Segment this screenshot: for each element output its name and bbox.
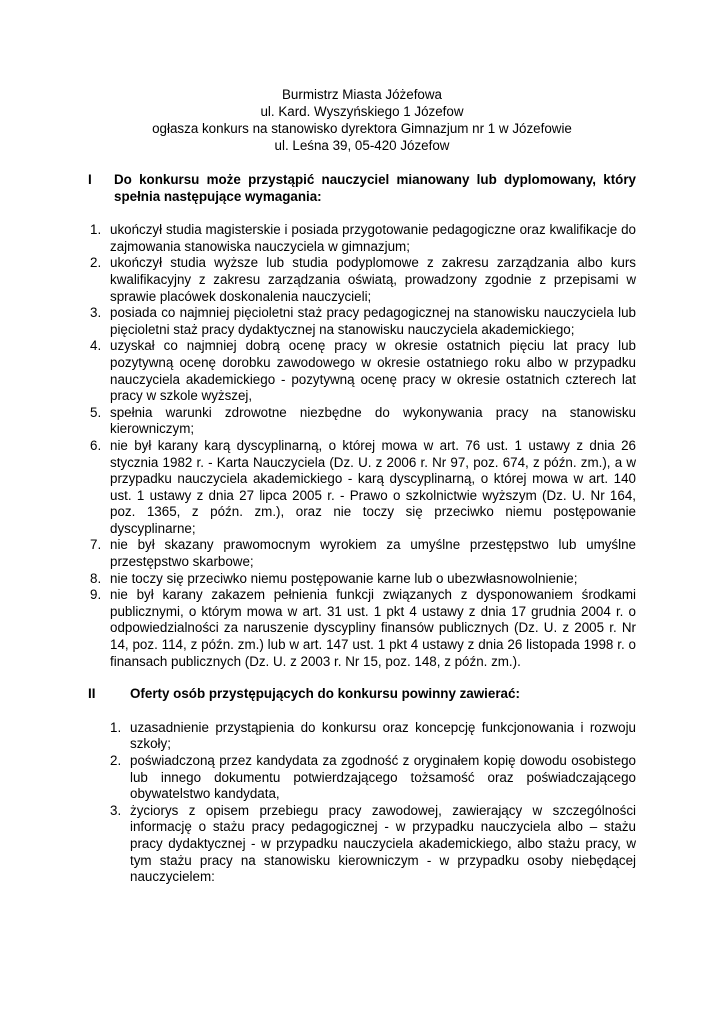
item-number: 2. [90,255,102,271]
item-number: 1. [110,719,122,735]
item-text: spełnia warunki zdrowotne niezbędne do wykonywania pracy na stanowisku kierowniczym; [110,404,636,437]
section-2-heading-text: Oferty osób przystępujących do konkursu powinny zawierać: [130,686,520,702]
item-text: nie był skazany prawomocnym wyrokiem za umyślne przestępstwo lub umyślne przestępstwo skarbowe; [110,537,636,570]
section-2-heading [88,686,636,703]
item-number: 8. [90,570,102,586]
list-item [88,405,636,438]
list-item [88,537,636,570]
list-item [88,255,636,305]
header-line-4: ul. Leśna 39, 05-420 Józefow [274,138,450,153]
item-number: 9. [90,587,102,603]
requirements-list [88,222,636,670]
list-item [108,753,636,803]
header-line-1: Burmistrz Miasta Jóżefowa [282,87,442,102]
list-item [88,338,636,404]
item-text: poświadczoną przez kandydata za zgodność z oryginałem kopię dowodu osobistego lub innego dokumentu potwierdzającego tożsamość oraz poświadczającego obywatelstwo kandydata, [130,753,636,802]
item-number: 7. [90,537,102,553]
item-number: 6. [90,437,102,453]
list-item [108,803,636,886]
item-text: uzyskał co najmniej dobrą ocenę pracy w okresie ostatnich pięciu lat pracy lub pozytywną ocenę dorobku zawodowego w okresie ostatniego roku albo w przypadku nauczyciela akademickiego - pozytywną ocenę pracy w okresie ostatnich czterech lat pracy w szkole wyższej, [110,338,636,404]
item-text: życiorys z opisem przebiegu pracy zawodowej, zawierający w szczególności informację o stażu pracy pedagogicznej - w przypadku nauczyciela albo – stażu pracy dydaktycznej - w przypadku nauczyciela akademickiego, albo stażu pracy, w tym stażu pracy na stanowisku kierowniczym - w przypadku osoby niebędącej nauczycielem: [130,802,636,885]
list-item [108,720,636,753]
item-number: 4. [90,338,102,354]
item-text: ukończył studia wyższe lub studia podyplomowe z zakresu zarządzania albo kurs kwalifikacyjny z zakresu zarządzania oświatą, prowadzony zgodnie z przepisami w sprawie placówek doskonalenia nauczycieli; [110,255,636,304]
list-item [88,305,636,338]
item-number: 3. [110,802,122,818]
offer-contents-list [108,720,636,886]
section-1-numeral: I [88,172,92,187]
header-line-2: ul. Kard. Wyszyńskiego 1 Józefow [260,104,464,119]
announcement-header [88,86,636,154]
item-text: posiada co najmniej pięcioletni staż pracy pedagogicznej na stanowisku nauczyciela lub pięcioletni staż pracy dydaktycznej na stanowisku nauczyciela akademickiego; [110,305,636,337]
item-number: 3. [90,305,102,321]
item-text: nie był karany karą dyscyplinarną, o której mowa w art. 76 ust. 1 ustawy z dnia 26 stycznia 1982 r. - Karta Nauczyciela (Dz. U. z 2006 r. Nr 97, poz. 674, z późn. zm.), a w przypadku nauczyciela akademickiego - karą dyscyplinarną, o której mowa w art. 140 ust. 1 ustawy z dnia 27 lipca 2005 r. - Prawo o szkolnictwie wyższym (Dz. U. Nr 164, poz. 1365, z późn. zm.), oraz nie toczy się przeciwko niemu postępowanie dyscyplinarne; [110,437,636,536]
section-2-numeral: II [88,686,96,702]
item-number: 5. [90,404,102,420]
item-text: nie był karany zakazem pełnienia funkcji związanych z dysponowaniem środkami publicznymi, o którym mowa w art. 31 ust. 1 pkt 4 ustawy z dnia 17 grudnia 2004 r. o odpowiedzialności za naruszenie dyscypliny finansów publicznych (Dz. U. z 2005 r. Nr 14, poz. 114, z późn. zm.) lub w art. 147 ust. 1 pkt 4 ustawy z dnia 26 listopada 1998 r. o finansach publicznych (Dz. U. z 2003 r. Nr 15, poz. 148, z późn. zm.). [110,587,636,669]
item-text: ukończył studia magisterskie i posiada przygotowanie pedagogiczne oraz kwalifikacje do zajmowania stanowiska nauczyciela w gimnazjum; [110,222,636,254]
list-item [88,222,636,255]
list-item [88,571,636,588]
item-text: uzasadnienie przystąpienia do konkursu oraz koncepcję funkcjonowania i rozwoju szkoły; [130,719,636,752]
section-1-heading [88,172,636,205]
item-text: nie toczy się przeciwko niemu postępowanie karne lub o ubezwłasnowolnienie; [110,570,578,586]
item-number: 1. [90,222,102,238]
item-number: 2. [110,753,122,768]
header-line-3: ogłasza konkurs na stanowisko dyrektora Gimnazjum nr 1 w Józefowie [152,121,572,136]
list-item [88,587,636,670]
section-1-heading-text: Do konkursu może przystąpić nauczyciel mianowany lub dyplomowany, który spełnia następujące wymagania: [114,172,636,204]
list-item [88,438,636,538]
